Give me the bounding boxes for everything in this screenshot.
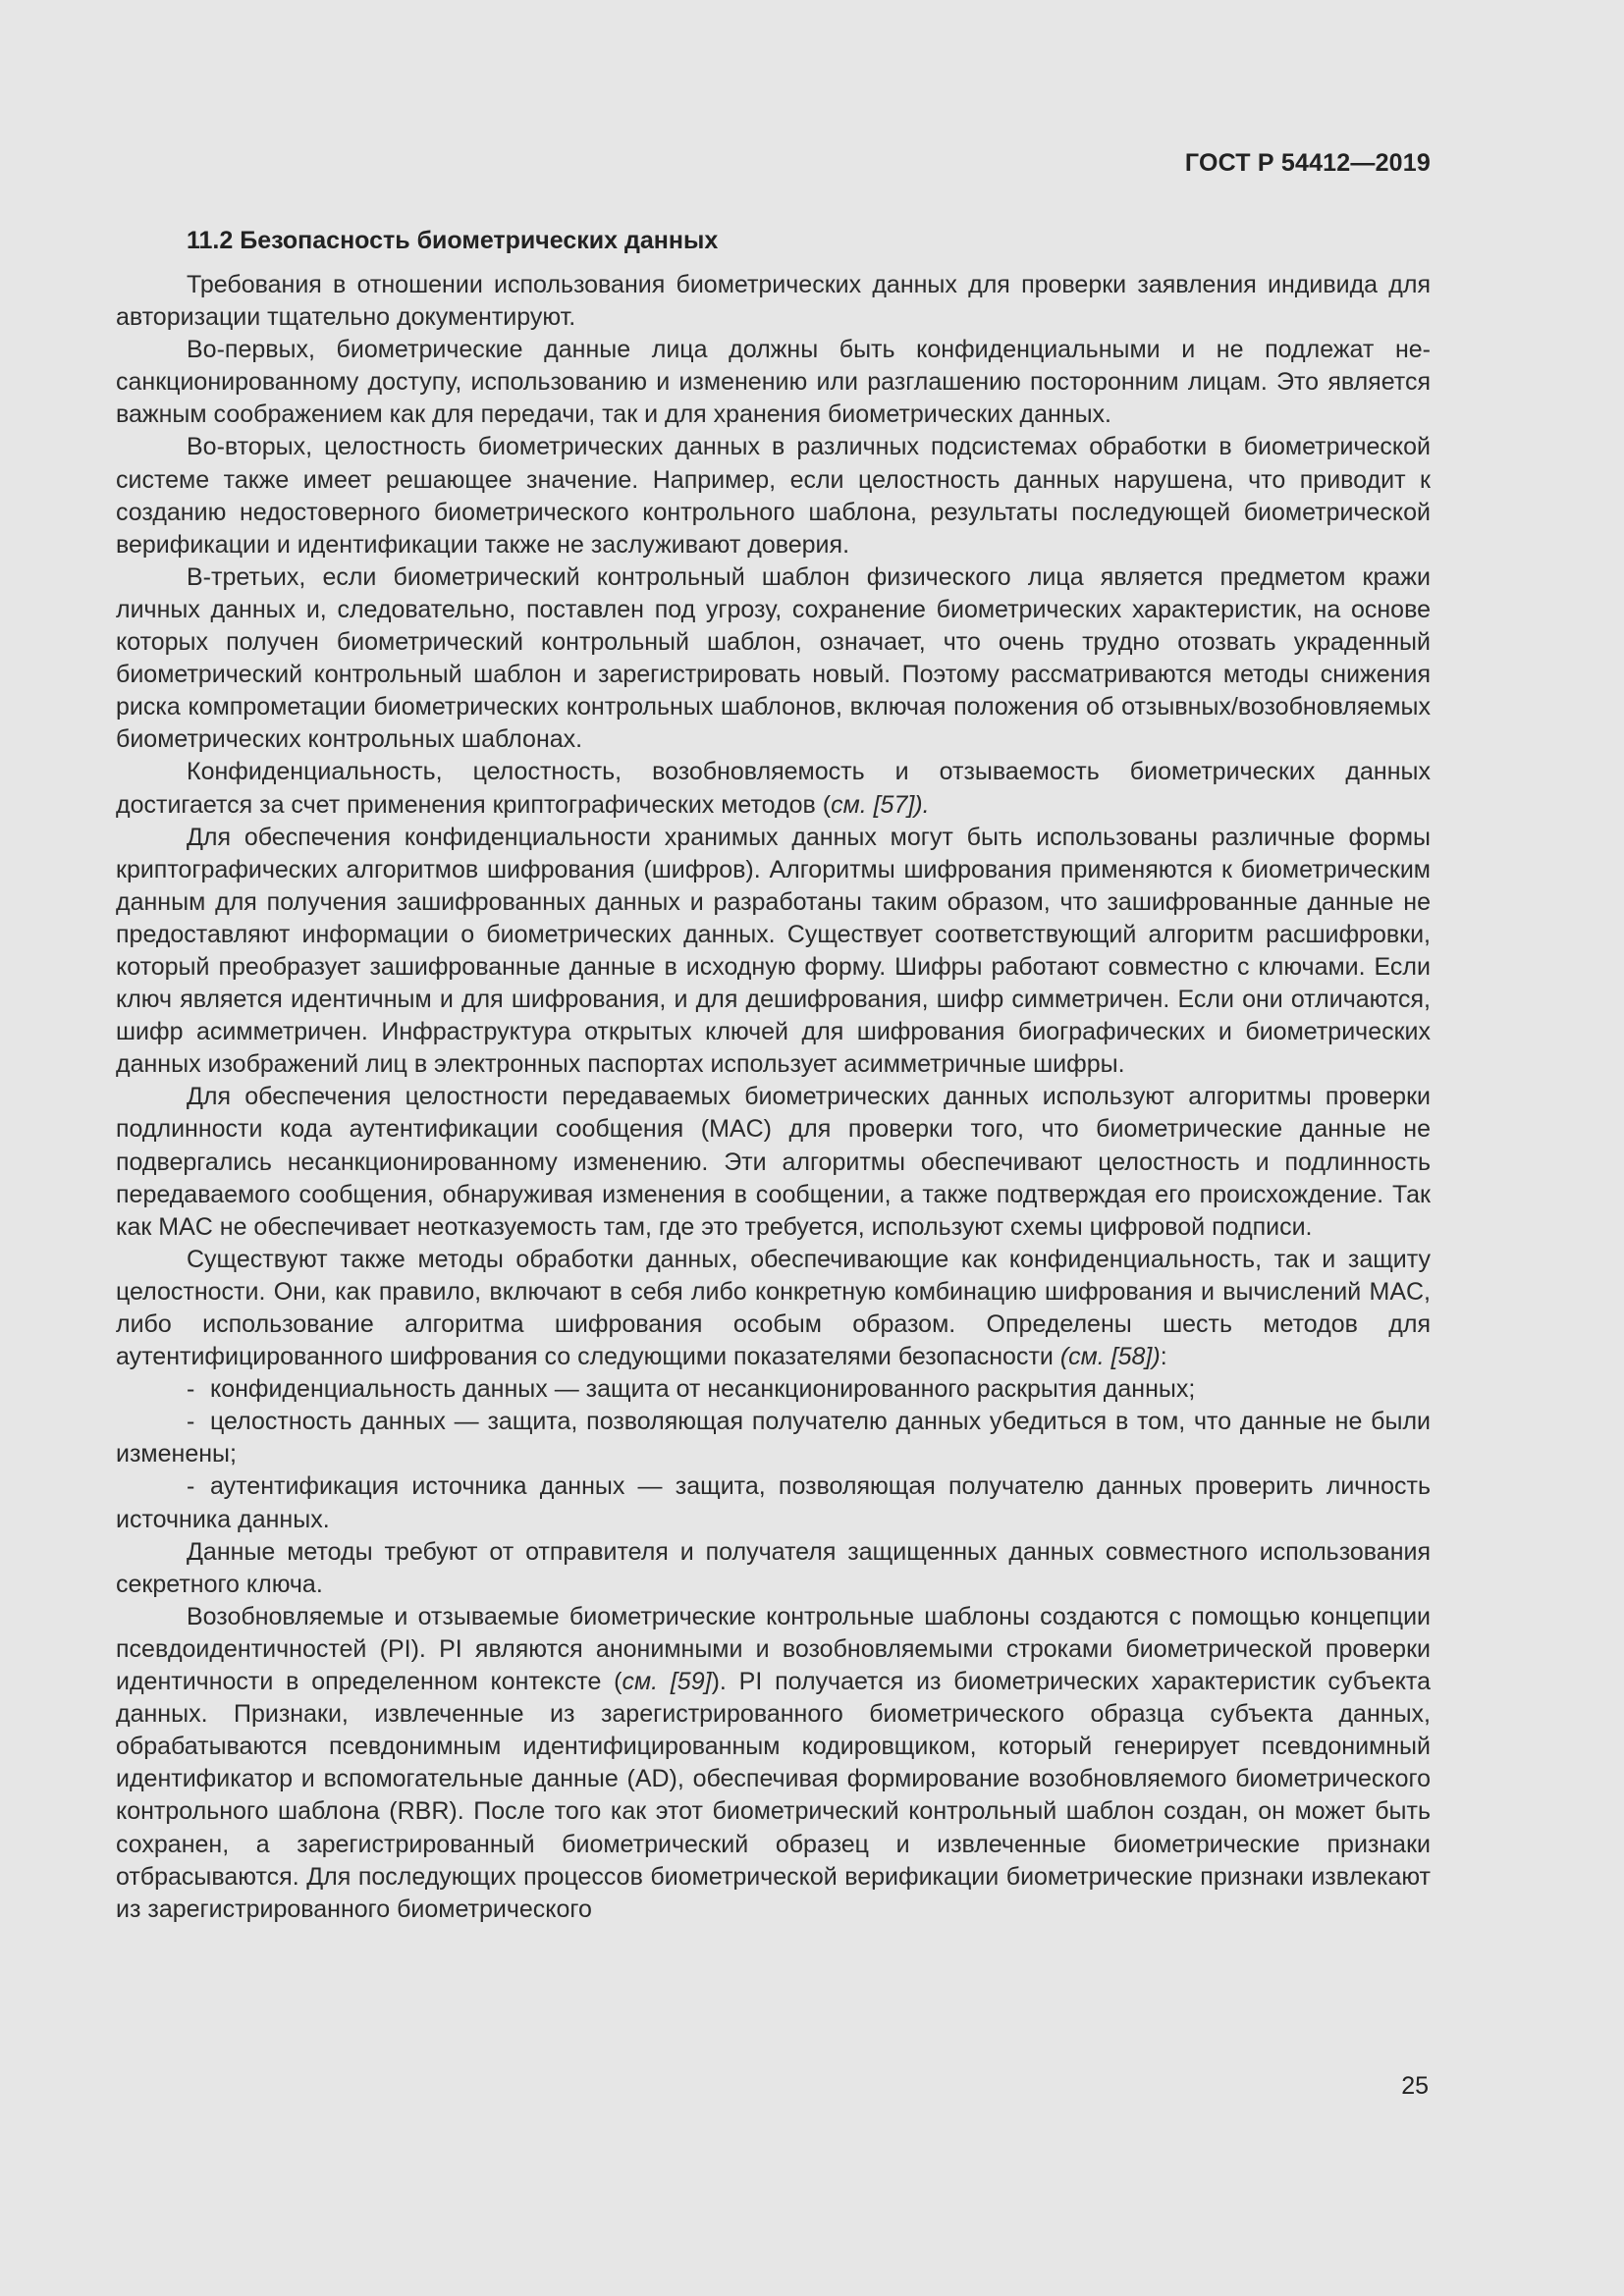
page-content xyxy=(116,224,1431,1926)
section-title: 11.2 Безопасность биометрических данных xyxy=(187,227,719,254)
paragraph-3: Во-вторых, целостность биометрических данных в различных подсистемах обработки в биометрической системе также имеет решающее значение. Например, если целостность данных нарушена, что приводит к созданию недостоверного биометрического контрольного шаблона, результаты последующей биометрической верификации и идентификации также не заслуживают доверия. xyxy=(116,433,1431,559)
paragraph-5-text: Конфиденциальность, целостность, возобновляемость и отзываемость биометрических данных достигается за счет применения криптографических методов ( xyxy=(116,758,1431,819)
reference-58: (см. [58]) xyxy=(1059,1343,1161,1371)
bullet-dash: - xyxy=(187,1375,195,1404)
document-header-id: ГОСТ Р 54412—2019 xyxy=(1184,149,1431,177)
bullet-text-confidentiality: конфиденциальность данных — защита от несанкционированного раскрытия данных; xyxy=(210,1375,1196,1404)
paragraph-10-text: Возобновляемые и отзываемые биометрические контрольные шаблоны создаются с помощью концепции псевдоидентичностей (PI). PI являются анонимными и возобновляемыми строками биометрической проверки идентичности в определенном контексте ( xyxy=(116,1602,1431,1696)
paragraph-1: Требования в отношении использования биометрических данных для проверки заявления индивида для авторизации тщательно документируют. xyxy=(116,271,1431,332)
reference-59: см. [59] xyxy=(622,1668,712,1696)
paragraph-9: Данные методы требуют от отправителя и получателя защищенных данных совместного использования секретного ключа. xyxy=(116,1537,1431,1598)
paragraph-4: В-третьих, если биометрический контрольный шаблон физического лица является предметом кражи личных данных и, следовательно, поставлен под угрозу, сохранение биометрических характеристик, на основе которых получен биометрический контрольный шаблон, означает, что очень трудно отозвать украденный биометрический контрольный шаблон и зарегистрировать новый. Поэтому рассматриваются методы снижения риска компрометации биометрических контрольных шаблонов, включая положения об отзывных/возобновляемых биометрических контрольных шаблонах. xyxy=(116,562,1431,754)
bullet-item xyxy=(116,1373,1431,1406)
bullet-dash: - xyxy=(187,1408,195,1436)
page-number: 25 xyxy=(1401,2072,1429,2100)
bullet-dash: - xyxy=(187,1472,195,1501)
reference-57: см. [57]). xyxy=(831,790,930,819)
paragraph-10-tail: ). PI получается из биометрических характеристик субъекта данных. Признаки, извлеченные из зарегистрированного биометрического образца субъекта данных, обрабатываются псевдонимным идентифицированным кодировщиком, который генерирует псевдонимный идентификатор и вспомогательные данные (AD), обеспечивая формирование возобновляемого биометрического контрольного шаблона (RBR). После того как этот биометрический контрольный шаблон создан, он может быть сохранен, а зарегистрированный биометрический образец и извлеченные биометрические признаки отбрасываются. Для последующих процессов биометрической верификации биометрические признаки извлекают из зарегистрированного биометрического xyxy=(116,1668,1431,1923)
paragraph-6: Для обеспечения конфиденциальности хранимых данных могут быть использованы различные формы криптографических алгоритмов шифрования (шифров). Алгоритмы шифрования применяются к биометрическим данным для получения зашифрованных данных и разработаны таким образом, что зашифрованные данные не предоставляют информации о биометрических данных. Существует соответствующий алгоритм расшифровки, который преобразует зашифрованные данные в исходную форму. Шифры работают совместно с ключами. Если ключ является идентичным и для шифрования, и для дешифрования, шифр симметричен. Если они отличаются, шифр асимметричен. Инфраструктура открытых ключей для шифрования биографических и биометрических данных изображений лиц в электронных паспортах использует асимметричные шифры. xyxy=(116,823,1431,1079)
bullet-text-integrity: целостность данных — защита, позволяющая получателю данных убедиться в том, что данные не были изменены; xyxy=(116,1408,1431,1468)
paragraph-5 xyxy=(116,756,1431,821)
paragraph-2: Во-первых, биометрические данные лица должны быть конфиденциальными и не подлежат несанкционированному доступу, использованию и изменению или разглашению посторонним лицам. Это является важным соображением как для передачи, так и для хранения биометрических данных. xyxy=(116,336,1431,429)
bullet-text-authentication: аутентификация источника данных — защита, позволяющая получателю данных проверить личность источника данных. xyxy=(116,1472,1431,1533)
bullet-item xyxy=(116,1406,1431,1470)
paragraph-7: Для обеспечения целостности передаваемых биометрических данных используют алгоритмы проверки подлинности кода аутентификации сообщения (MAC) для проверки того, что биометрические данные не подвергались несанкционированному изменению. Эти алгоритмы обеспечивают целостность и подлинность передаваемого сообщения, обнаруживая изменения в сообщении, а также подтверждая его происхождение. Так как MAC не обеспечивает неотказуемость там, где это требуется, используют схемы цифровой подписи. xyxy=(116,1083,1431,1241)
paragraph-8 xyxy=(116,1244,1431,1373)
bullet-item xyxy=(116,1470,1431,1535)
paragraph-8-text: Существуют также методы обработки данных, обеспечивающие как конфиденциальность, так и защиту целостности. Они, как правило, включают в себя либо конкретную комбинацию шифрования и вычислений MAC, либо использование алгоритма шифрования особым образом. Определены шесть методов для аутентифицированного шифрования со следующими показателями безопасности xyxy=(116,1245,1431,1371)
paragraph-8-tail: : xyxy=(1160,1343,1167,1371)
paragraph-10 xyxy=(116,1601,1431,1926)
